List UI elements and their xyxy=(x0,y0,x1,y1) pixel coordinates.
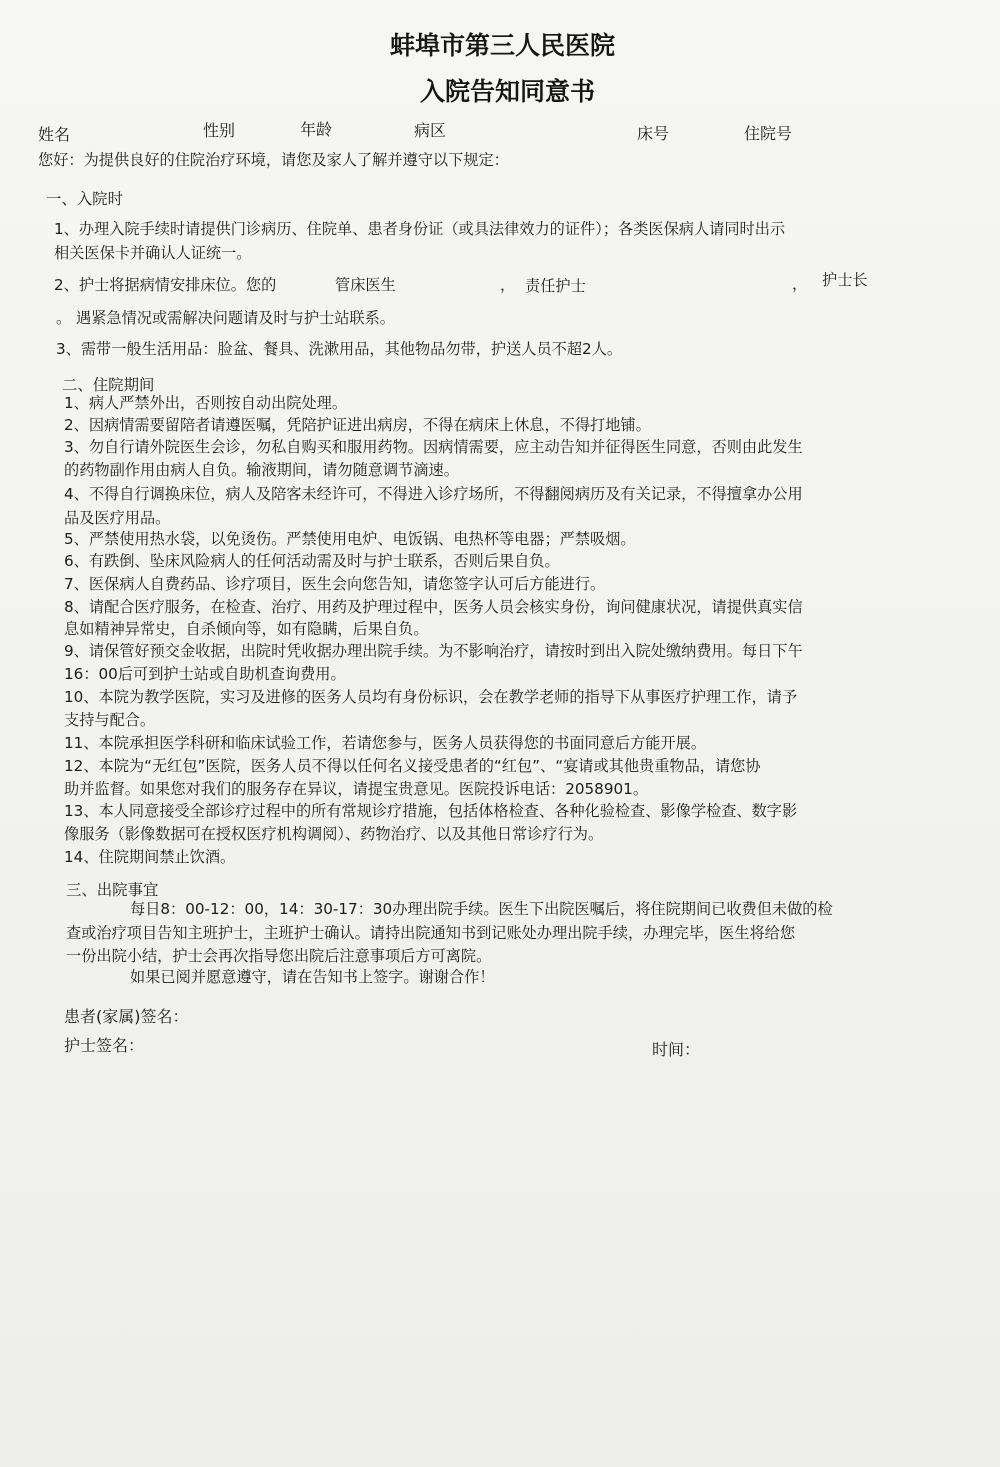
section2-line: 16：00后可到护士站或自助机查询费用。 xyxy=(64,665,346,683)
section3-line: 每日8：00-12：00，14：30-17：30办理出院手续。医生下出院医嘱后，将住院期间已收费但未做的检 xyxy=(130,900,833,918)
section2-line: 8、请配合医疗服务，在检查、治疗、用药及护理过程中，医务人员会核实身份，询问健康状况，请提供真实信 xyxy=(64,598,803,616)
section2-line: 支持与配合。 xyxy=(64,711,156,729)
section2-line: 9、请保管好预交金收据，出院时凭收据办理出院手续。为不影响治疗，请按时到出入院处缴纳费用。每日下午 xyxy=(64,642,803,660)
nurse-signature-label: 护士签名： xyxy=(64,1036,145,1055)
field-age-label: 年龄 xyxy=(300,120,333,139)
time-label: 时间： xyxy=(652,1040,701,1059)
section2-line: 5、严禁使用热水袋，以免烫伤。严禁使用电炉、电饭锅、电热杯等电器；严禁吸烟。 xyxy=(64,530,636,548)
section2-line: 品及医疗用品。 xyxy=(64,509,171,527)
field-name-label: 姓名 xyxy=(38,125,71,144)
field-admission-no-label: 住院号 xyxy=(744,124,793,143)
document-title: 入院告知同意书 xyxy=(420,77,596,106)
section2-line: 13、本人同意接受全部诊疗过程中的所有常规诊疗措施，包括体格检查、各种化验检查、影像学检查、数字影 xyxy=(64,802,798,820)
section2-line: 6、有跌倒、坠床风险病人的任何活动需及时与护士联系，否则后果自负。 xyxy=(64,552,560,570)
section3-line: 一份出院小结，护士会再次指导您出院后注意事项后方可离院。 xyxy=(66,947,492,965)
patient-signature-label: 患者(家属)签名： xyxy=(64,1007,189,1026)
comma-1: ， xyxy=(500,276,516,294)
section2-line: 息如精神异常史，自杀倾向等，如有隐瞒，后果自负。 xyxy=(64,620,429,638)
responsible-nurse-label: 责任护士 xyxy=(525,277,586,295)
section2-line: 14、住院期间禁止饮酒。 xyxy=(64,848,236,866)
field-gender-label: 性别 xyxy=(203,121,236,140)
greeting-line: 您好：为提供良好的住院治疗环境，请您及家人了解并遵守以下规定： xyxy=(38,151,509,169)
section2-line: 3、勿自行请外院医生会诊，勿私自购买和服用药物。因病情需要，应主动告知并征得医生同意，否则由此发生 xyxy=(64,438,803,456)
section1-heading: 一、入院时 xyxy=(46,190,123,208)
field-bed-label: 床号 xyxy=(637,124,670,143)
section2-line: 2、因病情需要留陪者请遵医嘱，凭陪护证进出病房，不得在病床上休息，不得打地铺。 xyxy=(64,416,651,434)
section2-line: 11、本院承担医学科研和临床试验工作，若请您参与，医务人员获得您的书面同意后方能开展。 xyxy=(64,734,707,752)
section3-heading: 三、出院事宜 xyxy=(66,881,159,899)
section1-item3: 3、需带一般生活用品：脸盆、餐具、洗漱用品，其他物品勿带，护送人员不超2人。 xyxy=(56,340,623,358)
head-nurse-label: 护士长 xyxy=(822,271,868,289)
section3-line: 查或治疗项目告知主班护士，主班护士确认。请持出院通知书到记账处办理出院手续，办理完毕，医生将给您 xyxy=(66,924,795,942)
section1-item2-line2: 。 遇紧急情况或需解决问题请及时与护士站联系。 xyxy=(56,309,395,327)
field-ward-label: 病区 xyxy=(414,121,447,140)
section1-item1-line2: 相关医保卡并确认人证统一。 xyxy=(54,244,252,262)
section2-line: 的药物副作用由病人自负。输液期间，请勿随意调节滴速。 xyxy=(64,461,459,479)
attending-doctor-label: 管床医生 xyxy=(335,276,396,294)
section2-line: 像服务（影像数据可在授权医疗机构调阅）、药物治疗、以及其他日常诊疗行为。 xyxy=(64,825,604,843)
section2-line: 4、不得自行调换床位，病人及陪客未经许可，不得进入诊疗场所，不得翻阅病历及有关记录，不得擅拿办公用 xyxy=(64,485,803,503)
section2-line: 7、医保病人自费药品、诊疗项目，医生会向您告知，请您签字认可后方能进行。 xyxy=(64,575,606,593)
section1-item1-line1: 1、办理入院手续时请提供门诊病历、住院单、患者身份证（或具法律效力的证件）；各类医保病人请同时出示 xyxy=(54,220,786,238)
section2-line: 12、本院为“无红包”医院，医务人员不得以任何名义接受患者的“红包”、“宴请或其他贵重物品，请您协 xyxy=(64,757,761,775)
section3-closing-line: 如果已阅并愿意遵守，请在告知书上签字。谢谢合作！ xyxy=(130,968,495,986)
section2-line: 助并监督。如果您对我们的服务存在异议，请提宝贵意见。医院投诉电话：2058901。 xyxy=(64,780,649,798)
hospital-name: 蚌埠市第三人民医院 xyxy=(390,31,616,60)
section2-line: 10、本院为教学医院，实习及进修的医务人员均有身份标识，会在教学老师的指导下从事医疗护理工作，请予 xyxy=(64,688,798,706)
comma-2: ， xyxy=(792,275,808,293)
section2-line: 1、病人严禁外出，否则按自动出院处理。 xyxy=(64,394,348,412)
section1-item2-text: 2、护士将据病情安排床位。您的 xyxy=(54,276,277,294)
section2-heading: 二、住院期间 xyxy=(62,376,155,394)
